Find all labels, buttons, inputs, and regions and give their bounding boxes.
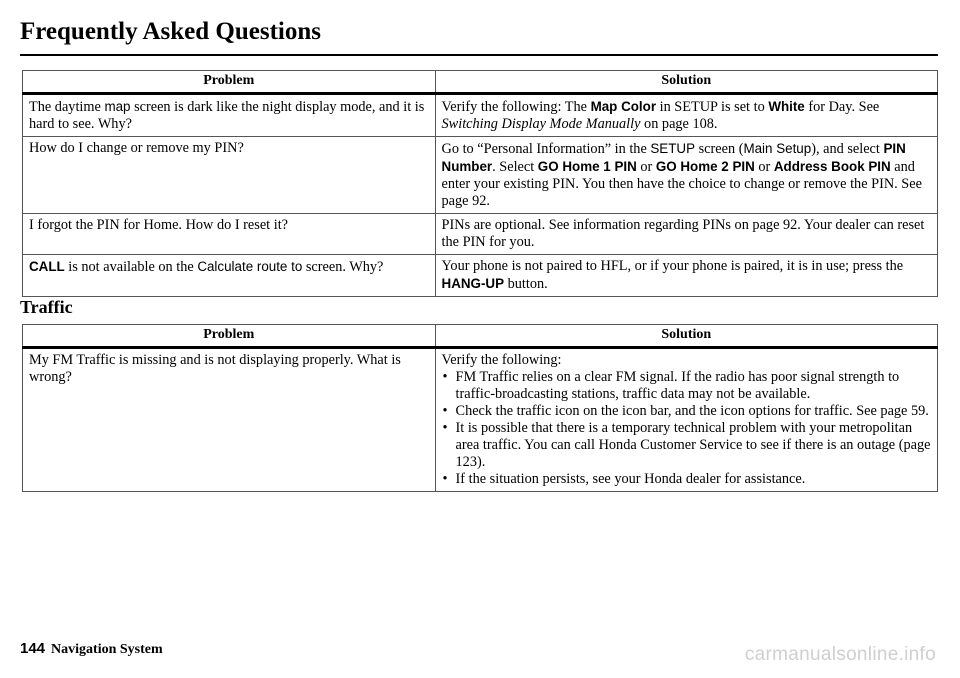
table-row xyxy=(23,348,938,492)
ui-term: Map Color xyxy=(590,99,657,114)
ui-term: CALL xyxy=(29,259,65,274)
table-row xyxy=(23,137,938,214)
faq-table-traffic xyxy=(22,324,938,492)
list-item: • Check the traffic icon on the icon bar, and the icon options for traffic. See page 59. xyxy=(442,403,931,420)
section-title-traffic: Traffic xyxy=(20,297,73,317)
page-title: Frequently Asked Questions xyxy=(20,18,321,45)
ui-term: GO Home 2 PIN xyxy=(655,159,755,174)
table-header-row xyxy=(23,325,938,348)
list-item: • If the situation persists, see your Honda dealer for assistance. xyxy=(442,471,931,488)
column-header-problem: Problem xyxy=(23,325,436,348)
footer-section-name: Navigation System xyxy=(51,642,163,657)
watermark: carmanualsonline.info xyxy=(744,644,936,665)
ui-term: PIN Number xyxy=(441,141,906,174)
solution-cell: PINs are optional. See information regarding PINs on page 92. Your dealer can reset the PIN for you. xyxy=(435,214,937,255)
table-row xyxy=(23,214,938,255)
page-footer xyxy=(20,640,163,658)
faq-table-general xyxy=(22,70,938,297)
cross-reference: Switching Display Mode Manually xyxy=(441,116,641,132)
solution-bullet-list xyxy=(442,369,931,488)
ui-term: SETUP xyxy=(650,141,696,156)
ui-term: HANG-UP xyxy=(441,276,505,291)
problem-cell: My FM Traffic is missing and is not displaying properly. What is wrong? xyxy=(23,348,436,492)
ui-term: Calculate route to xyxy=(197,259,303,274)
solution-cell: Verify the following: The Map Color in SETUP is set to White for Day. See Switching Display Mode Manually on page 108. xyxy=(435,94,937,137)
list-item: • It is possible that there is a temporary technical problem with your metropolitan area traffic. You can call Honda Customer Service to see if there is an outage (page 123). xyxy=(442,420,931,471)
page-number: 144 xyxy=(20,640,46,657)
problem-cell: I forgot the PIN for Home. How do I reset it? xyxy=(23,214,436,255)
ui-term: GO Home 1 PIN xyxy=(537,159,637,174)
title-rule xyxy=(20,54,938,56)
table-row xyxy=(23,94,938,137)
problem-cell: How do I change or remove my PIN? xyxy=(23,137,436,214)
table-header-row xyxy=(23,71,938,94)
column-header-solution: Solution xyxy=(435,325,937,348)
solution-cell: Go to “Personal Information” in the SETUP screen (Main Setup), and select PIN Number. Select GO Home 1 PIN or GO Home 2 PIN or Address Book PIN and enter your existing PIN. You then have the choice to change or remove the PIN. See page 92. xyxy=(435,137,937,214)
problem-cell: The daytime map screen is dark like the night display mode, and it is hard to see. Why? xyxy=(23,94,436,137)
ui-term: Main Setup xyxy=(743,141,812,156)
solution-cell: Your phone is not paired to HFL, or if your phone is paired, it is in use; press the HANG-UP button. xyxy=(435,255,937,297)
list-item: • FM Traffic relies on a clear FM signal. If the radio has poor signal strength to traffic-broadcasting stations, traffic data may not be available. xyxy=(442,369,931,403)
column-header-problem: Problem xyxy=(23,71,436,94)
column-header-solution: Solution xyxy=(435,71,937,94)
solution-cell xyxy=(435,348,937,492)
ui-term: Address Book PIN xyxy=(773,159,891,174)
ui-term: map xyxy=(104,99,131,114)
solution-intro: Verify the following: xyxy=(441,352,562,368)
problem-cell: CALL is not available on the Calculate route to screen. Why? xyxy=(23,255,436,297)
table-row xyxy=(23,255,938,297)
ui-term: White xyxy=(768,99,805,114)
